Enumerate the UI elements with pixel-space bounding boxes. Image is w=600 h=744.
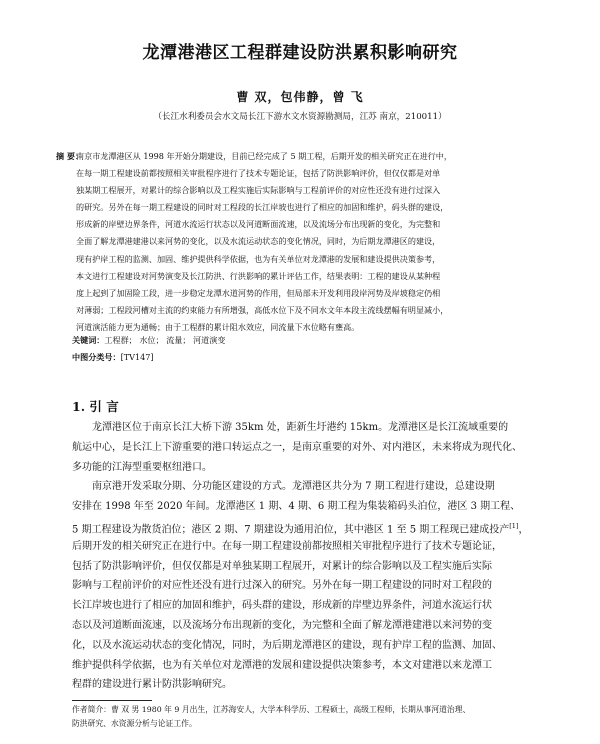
author-list: 曹 双，包伟静，曾 飞 [236, 90, 364, 104]
abstract-line: 形成新的岸壁边界条件，河道水流运行状态以及河道断面流速，以及流场分布出现新的变化，为完整和 [76, 219, 441, 230]
abstract-line: 现有护岸工程的监测、加固、维护提供科学依据，也为有关单位对龙潭港的发展和建设提供决策参考， [76, 253, 441, 264]
abstract-label: 摘 要： [56, 151, 84, 161]
body-line [72, 656, 560, 676]
footnote-divider [72, 700, 152, 701]
body-line-text: 影响与工程前评价的对应性还没有进行过深入的研究。另外在每一期工程建设的同时对工程段的 [72, 580, 492, 592]
clc-text: [TV147] [120, 352, 154, 362]
author-footnote [72, 703, 560, 731]
body-text [72, 418, 560, 695]
keywords [72, 335, 225, 346]
abstract-line: 的研究。另外在每一期工程建设的同时对工程段的长江岸坡也进行了相应的加固和维护，码头群的建设， [76, 202, 449, 213]
abstract-line: 本文进行工程建设对河势演变及长江防洪、行洪影响的累计评估工作，结果表明：工程的建设从某种程 [76, 270, 441, 281]
body-line [72, 675, 560, 695]
body-line [72, 497, 560, 517]
keywords-label: 关键词： [72, 335, 105, 345]
abstract-line: 度上起到了加固险工段，进一步稳定龙潭水道河势的作用，但局部未开发利用段岸河势及岸坡稳定仍相 [76, 287, 441, 298]
footnote-line: 防洪研究、水资源分析与论证工作。 [72, 719, 197, 728]
body-line [72, 458, 560, 478]
body-line-text: 龙潭港区位于南京长江大桥下游 35km 处，距新生圩港约 15km。龙潭港区是长江流域重要的 [92, 422, 509, 433]
body-line-text: 包括了防洪影响评价，但仅仅都是对单独某期工程展开，对累计的综合影响以及工程实施后实际 [72, 560, 492, 572]
body-line [72, 418, 560, 438]
author-affiliation: （长江水利委员会水文局长江下游水文水资源勘测局，江苏 南京，210011） [153, 112, 447, 122]
body-line-text: 安排在 1998 年至 2020 年间。龙潭港区 1 期、4 期、6 期工程为集装箱码头泊位，港区 3 期工程、 [72, 501, 521, 513]
body-line [72, 576, 560, 596]
paper-title: 龙潭港港区工程群建设防洪累积影响研究 [142, 43, 458, 63]
abstract-line: 独某期工程展开，对累计的综合影响以及工程实施后实际影响与工程前评价的对应性还没有进行过深入 [76, 185, 441, 196]
body-line-text: 多功能的江海型重要枢纽港口。 [72, 461, 212, 473]
body-line-text: 程群的建设进行累计防洪影响研究。 [72, 679, 232, 691]
clc-label: 中图分类号： [72, 352, 121, 362]
abstract-line: 南京市龙潭港区从 1998 年开始分期建设，目前已经完成了 5 期工程，后期开发的相关研究正在进行中， [76, 151, 452, 161]
abstract-text [76, 148, 546, 336]
body-line [72, 557, 560, 577]
body-line [72, 438, 560, 458]
body-line-text: 维护提供科学依据，也为有关单位对龙潭港的发展和建设提供决策参考，本文对建港以来龙潭工 [72, 659, 492, 671]
abstract-line: 全面了解龙潭港建港以来河势的变化，以及水流运动状态的变化情况，同时，为后期龙潭港区的建设， [76, 236, 441, 247]
abstract-line: 在每一期工程建设前都按照相关审批程序进行了技术专题论证，包括了防洪影响评价，但仅仅都是对单 [76, 168, 441, 179]
body-line-text: 后期开发的相关研究正在进行中。在每一期工程建设前都按照相关审批程序进行了技术专题论证， [72, 540, 502, 552]
body-line-text: 长江岸坡也进行了相应的加固和维护，码头群的建设，形成新的岸壁边界条件，河道水流运行状 [72, 600, 492, 612]
body-line-text: 化，以及水流运动状态的变化情况，同时，为后期龙潭港区的建设，现有护岸工程的监测、加固、 [72, 639, 502, 651]
abstract-line: 对薄弱；工程段河槽对主流的约束能力有所增强，高低水位下及不同水文年本段主流线摆幅有明显减小， [76, 304, 449, 315]
citation-ref: [1] [509, 521, 519, 530]
body-line [72, 517, 560, 537]
body-line [72, 636, 560, 656]
body-line-tail: ， [518, 524, 529, 536]
body-line [72, 616, 560, 636]
body-line-text: 5 期工程建设为散货泊位；港区 2 期、7 期建设为通用泊位，其中港区 1 至 5 期工程现已建成投产 [72, 524, 510, 536]
keywords-text: 工程群； 水位； 流量； 河道演变 [104, 335, 226, 345]
body-line [72, 537, 560, 557]
body-line-text: 南京港开发采取分期、分功能区建设的方式。龙潭港区共分为 7 期工程进行建设，总建设期 [92, 481, 495, 493]
section-heading: 1. 引 言 [72, 399, 119, 414]
footnote-line: 作者简介：曹 双 男 1980 年 9 月出生，江苏海安人，大学本科学历、工程硕士，高级工程师，长期从事河道治理、 [72, 705, 471, 714]
body-line-text: 航运中心，是长江上下游重要的港口转运点之一，是南京重要的对外、对内港区，未来将成为现代化、 [72, 441, 522, 453]
body-line [72, 477, 560, 497]
abstract [56, 148, 546, 336]
classification-number [72, 352, 154, 363]
body-line-text: 态以及河道断面流速，以及流场分布出现新的变化，为完整和全面了解龙潭港建港以来河势的变 [72, 619, 492, 631]
abstract-line: 河道演活能力更为通畅；由于工程群的累计阻水效应，同流量下水位略有壅高。 [76, 321, 360, 332]
body-line [72, 596, 560, 616]
